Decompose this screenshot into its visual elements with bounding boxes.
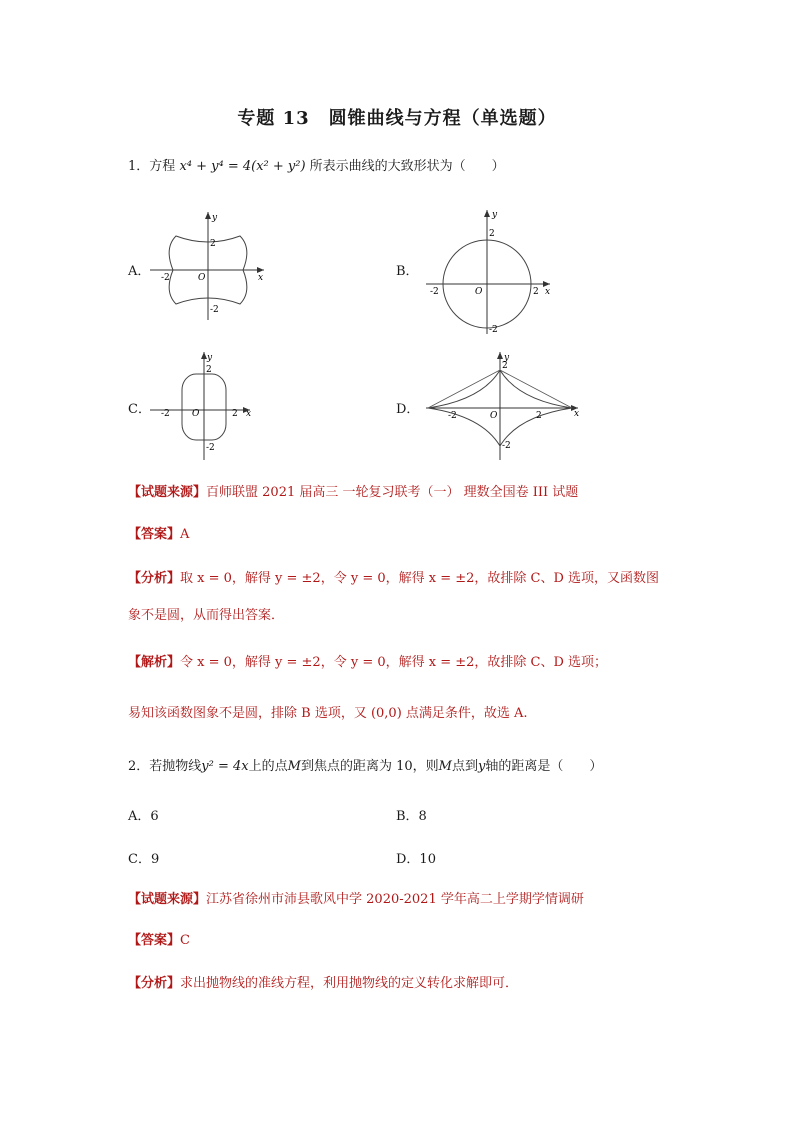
tick-2: 2 [502, 361, 508, 371]
x-axis-label: x [574, 409, 580, 419]
option-a-label: A． [128, 264, 151, 279]
question-text: 若抛物线 [149, 759, 202, 774]
answer-label: 【答案】 [128, 933, 181, 948]
q1-analysis-line-1 [128, 569, 659, 589]
source-label: 【试题来源】 [128, 892, 207, 907]
question-1-stem [128, 157, 505, 177]
x-axis-label: x [258, 273, 264, 283]
q2-answer [128, 931, 190, 951]
origin-label: O [192, 409, 200, 419]
q1-solution-line-1 [128, 653, 607, 673]
tick-neg-2: -2 [489, 325, 498, 335]
origin-label: O [490, 411, 498, 421]
answer-label: 【答案】 [128, 527, 181, 542]
question-number: 1． [128, 159, 150, 174]
option-c-label: C． [128, 402, 151, 417]
solution-text: 令 x = 0，解得 y = ±2，令 y = 0，解得 x = ±2，故排除 C、D 选项； [180, 655, 608, 670]
tick-neg-2: -2 [161, 273, 170, 283]
equation: y² = 4x [201, 759, 249, 774]
question-text: 点到 [451, 759, 478, 774]
tick-2: 2 [489, 229, 495, 239]
analysis-text: 取 x = 0，解得 y = ±2，令 y = 0，解得 x = ±2，故排除 C、D 选项，又函数图 [180, 571, 660, 586]
question-text: 上的点 [248, 759, 288, 774]
x-axis-label: x [246, 409, 252, 419]
origin-label: O [475, 287, 483, 297]
analysis-text: 求出抛物线的准线方程，利用抛物线的定义转化求解即可． [180, 976, 519, 991]
tick-2: 2 [536, 411, 542, 421]
question-text: 到焦点的距离为 10，则 [300, 759, 439, 774]
answer-text: A [180, 527, 190, 542]
x-axis-label: x [545, 287, 551, 297]
question-number: 2． [128, 759, 150, 774]
answer-text: C [180, 933, 190, 948]
graph-a [146, 208, 270, 324]
origin-label: O [198, 273, 206, 283]
y-axis-label: y [504, 353, 510, 363]
option-b-label: B． [396, 264, 419, 279]
question-2-stem [128, 757, 602, 777]
q1-solution-line-2: 易知该函数图象不是圆，排除 B 选项，又 (0,0) 点满足条件，故选 A. [128, 706, 528, 721]
analysis-label: 【分析】 [128, 976, 181, 991]
tick-2: 2 [533, 287, 539, 297]
graph-d [422, 350, 584, 462]
graph-c [146, 350, 258, 462]
tick-neg-2: -2 [210, 305, 219, 315]
y-axis-label: y [212, 213, 218, 223]
q2-option-a: A．6 [128, 809, 159, 824]
q2-option-b: B．8 [396, 809, 427, 824]
tick-neg-2: -2 [206, 443, 215, 453]
question-text: 轴的距离是（ ） [485, 759, 603, 774]
solution-label: 【解析】 [128, 655, 181, 670]
graph-b [422, 208, 558, 336]
tick-neg-2: -2 [448, 411, 457, 421]
tick-neg-2: -2 [161, 409, 170, 419]
tick-neg-2: -2 [502, 441, 511, 451]
q1-source [128, 483, 578, 503]
q2-source [128, 890, 584, 910]
analysis-label: 【分析】 [128, 571, 181, 586]
tick-neg-2: -2 [430, 287, 439, 297]
axis-y: y [477, 759, 486, 774]
y-axis-label: y [492, 210, 498, 220]
option-d-label: D． [396, 402, 420, 417]
point-m: M [287, 759, 301, 774]
page-title: 专题 13 圆锥曲线与方程（单选题） [237, 108, 557, 129]
q2-analysis [128, 974, 518, 994]
source-text: 百师联盟 2021 届高三 一轮复习联考（一） 理数全国卷 III 试题 [206, 485, 579, 500]
q1-analysis-line-2: 象不是圆，从而得出答案． [128, 608, 285, 623]
q1-answer [128, 525, 189, 545]
q2-option-d: D．10 [396, 852, 436, 867]
q2-option-c: C．9 [128, 852, 160, 867]
source-text: 江苏省徐州市沛县歌风中学 2020-2021 学年高二上学期学情调研 [206, 892, 584, 907]
point-m: M [438, 759, 452, 774]
equation: x⁴ + y⁴ = 4(x² + y²) [179, 159, 306, 174]
y-axis-label: y [207, 353, 213, 363]
tick-2: 2 [232, 409, 238, 419]
tick-2: 2 [210, 239, 216, 249]
question-lead: 方程 [149, 159, 176, 174]
source-label: 【试题来源】 [128, 485, 207, 500]
question-tail: 所表示曲线的大致形状为（ ） [309, 159, 505, 174]
tick-2: 2 [206, 365, 212, 375]
